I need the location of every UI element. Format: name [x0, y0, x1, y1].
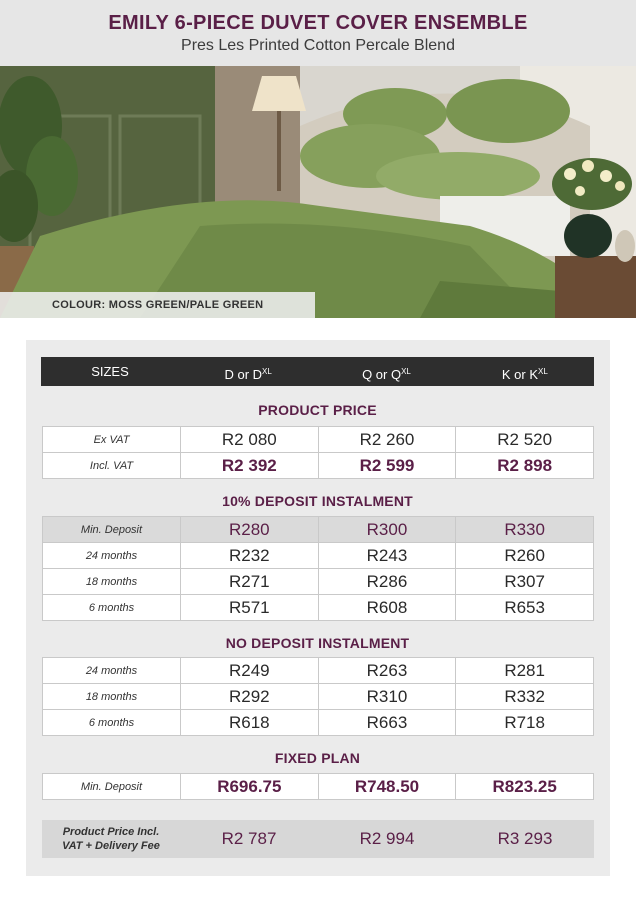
- pricing-panel: [26, 340, 610, 876]
- price-cell: R260: [456, 543, 594, 569]
- page-title: EMILY 6-PIECE DUVET COVER ENSEMBLE: [108, 12, 528, 34]
- table-row: [43, 543, 594, 569]
- table-row: [43, 774, 594, 800]
- row-label: Min. Deposit: [43, 517, 181, 543]
- price-cell: R280: [181, 517, 319, 543]
- no-deposit-instalment-table: [42, 657, 594, 736]
- table-row: [43, 684, 594, 710]
- colour-label: COLOUR: MOSS GREEN/PALE GREEN: [0, 292, 315, 318]
- price-cell: R300: [318, 517, 456, 543]
- sizes-header: [41, 357, 594, 386]
- table-row: [43, 517, 594, 543]
- product-photo: [0, 66, 636, 318]
- price-cell: R232: [181, 543, 319, 569]
- price-cell: R663: [318, 710, 456, 736]
- table-row: [43, 595, 594, 621]
- price-cell: R310: [318, 684, 456, 710]
- row-label: 18 months: [43, 569, 181, 595]
- row-label: Ex VAT: [43, 427, 181, 453]
- section-title-deposit-instalment: 10% DEPOSIT INSTALMENT: [222, 493, 413, 509]
- total-label: Product Price Incl. VAT + Delivery Fee: [62, 826, 160, 852]
- price-cell: R271: [181, 569, 319, 595]
- price-cell: R571: [181, 595, 319, 621]
- price-cell: R243: [318, 543, 456, 569]
- fixed-plan-table: [42, 773, 594, 800]
- price-cell: R823.25: [456, 774, 594, 800]
- price-cell: R2 520: [456, 427, 594, 453]
- total-price-cell: R3 293: [497, 829, 553, 848]
- row-label: 18 months: [43, 684, 181, 710]
- page-header: [0, 0, 636, 66]
- price-cell: R249: [181, 658, 319, 684]
- table-row: [43, 453, 594, 479]
- section-title-fixed-plan: FIXED PLAN: [274, 750, 361, 766]
- product-price-table: [42, 426, 594, 479]
- section-title-product-price: PRODUCT PRICE: [258, 402, 377, 418]
- row-label: 6 months: [43, 595, 181, 621]
- price-cell: R748.50: [318, 774, 456, 800]
- total-price-cell: R2 994: [359, 829, 415, 848]
- price-cell: R263: [318, 658, 456, 684]
- total-price-cell: R2 787: [221, 829, 277, 848]
- price-cell: R653: [456, 595, 594, 621]
- deposit-instalment-table: [42, 516, 594, 621]
- price-cell: R608: [318, 595, 456, 621]
- row-label: Min. Deposit: [43, 774, 181, 800]
- price-cell: R292: [181, 684, 319, 710]
- page-subtitle: Pres Les Printed Cotton Percale Blend: [181, 37, 455, 54]
- row-label: 6 months: [43, 710, 181, 736]
- bedroom-illustration: [0, 66, 636, 318]
- price-cell: R307: [456, 569, 594, 595]
- price-cell: R2 080: [181, 427, 319, 453]
- price-cell: R281: [456, 658, 594, 684]
- price-cell: R330: [456, 517, 594, 543]
- price-cell: R696.75: [181, 774, 319, 800]
- sizes-header-label: SIZES: [91, 364, 129, 379]
- section-title-no-deposit-instalment: NO DEPOSIT INSTALMENT: [225, 635, 410, 651]
- price-cell: R2 898: [456, 453, 594, 479]
- price-cell: R618: [181, 710, 319, 736]
- row-label: 24 months: [43, 658, 181, 684]
- total-row: [42, 820, 594, 858]
- price-cell: R718: [456, 710, 594, 736]
- table-row: [43, 710, 594, 736]
- price-cell: R2 260: [318, 427, 456, 453]
- price-cell: R286: [318, 569, 456, 595]
- price-cell: R2 599: [318, 453, 456, 479]
- table-row: [43, 427, 594, 453]
- price-cell: R2 392: [181, 453, 319, 479]
- table-row: [43, 658, 594, 684]
- size-king: K or $K^{XL}$: [501, 367, 548, 382]
- price-cell: R332: [456, 684, 594, 710]
- table-row: [43, 569, 594, 595]
- size-queen: Q or $Q^{XL}$: [362, 367, 411, 382]
- row-label: Incl. VAT: [43, 453, 181, 479]
- row-label: 24 months: [43, 543, 181, 569]
- size-double: D or $D^{XL}$: [224, 367, 272, 382]
